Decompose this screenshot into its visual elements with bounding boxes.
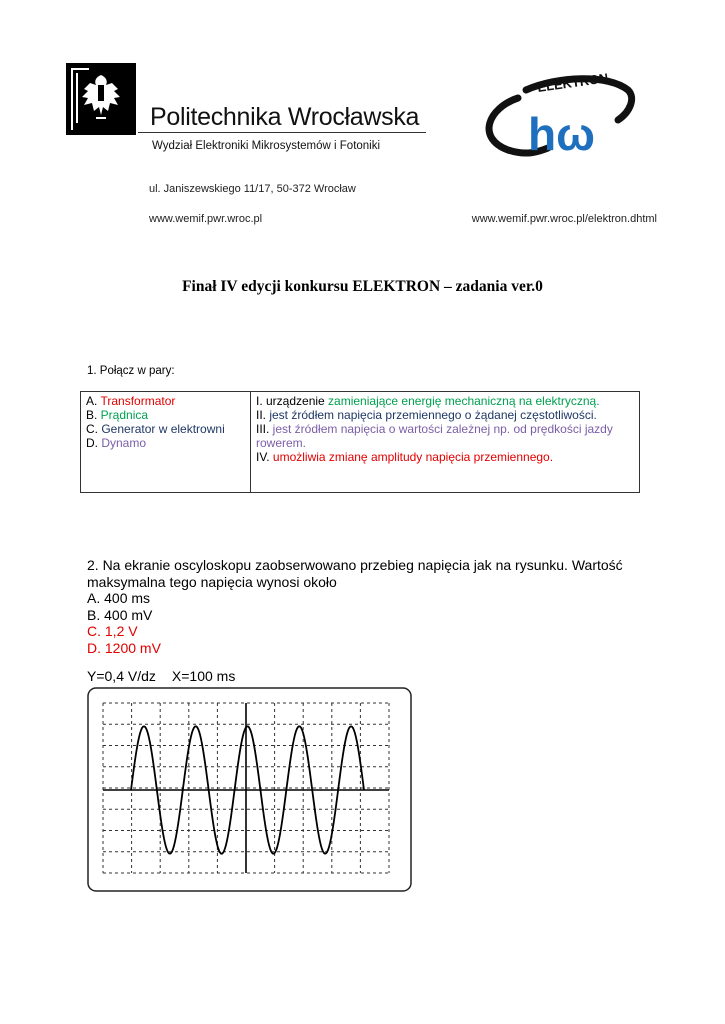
- question2-text: 2. Na ekranie oscyloskopu zaobserwowano przebieg napięcia jak na rysunku. Wartość: [87, 557, 623, 573]
- faculty-url-link[interactable]: www.wemif.pwr.wroc.pl: [149, 213, 263, 225]
- x-scale-label: X=100 ms: [171, 668, 236, 684]
- y-scale-label: Y=0,4 V/dz: [87, 668, 156, 684]
- answer-option-c: C. 1,2 V: [87, 623, 138, 639]
- oscilloscope-screen: [87, 687, 412, 892]
- university-crest-logo: [66, 63, 136, 135]
- address: ul. Janiszewskiego 11/17, 50-372 Wrocław: [149, 183, 356, 195]
- right-item: I. urządzenie zamieniające energię mechaniczną na elektryczną.: [256, 394, 600, 408]
- elektron-url-link[interactable]: www.wemif.pwr.wroc.pl/elektron.dhtml: [471, 213, 657, 225]
- page-title: Finał IV edycji konkursu ELEKTRON – zadania ver.0: [182, 278, 543, 295]
- oscilloscope-scale: [87, 668, 235, 684]
- matching-table: [80, 391, 640, 493]
- faculty-name: Wydział Elektroniki Mikrosystemów i Fotoniki: [152, 140, 381, 152]
- right-items-cell: [251, 392, 640, 493]
- left-items-cell: [81, 392, 251, 493]
- elektron-logo: [478, 68, 638, 168]
- elektron-logo-letters: hω: [528, 108, 595, 160]
- answer-option-d: D. 1200 mV: [87, 639, 161, 656]
- left-item: B. Prądnica: [86, 408, 149, 422]
- left-item: A. Transformator: [86, 394, 176, 408]
- question2-text: maksymalna tego napięcia wynosi około: [87, 573, 337, 590]
- elektron-logo-icon: [478, 68, 638, 168]
- elektron-logo-text: ELEKTRON: [536, 70, 610, 95]
- right-item: II. jest źródłem napięcia przemiennego o żądanej częstotliwości.: [256, 408, 597, 422]
- university-name: Politechnika Wrocławska: [150, 103, 420, 131]
- eagle-crest-icon: [66, 63, 136, 135]
- answer-option-a: A. 400 ms: [87, 590, 151, 606]
- right-item: IV. umożliwia zmianę amplitudy napięcia przemiennego.: [256, 450, 554, 464]
- left-item: C. Generator w elektrowni: [86, 422, 225, 436]
- question1-prompt: 1. Połącz w pary:: [87, 365, 175, 377]
- question2: [87, 557, 647, 656]
- right-item: III. jest źródłem napięcia o wartości zależnej np. od prędkości jazdy rowerem.: [256, 422, 613, 450]
- header-divider: [138, 132, 426, 133]
- left-item: D. Dynamo: [86, 436, 147, 450]
- answer-option-b: B. 400 mV: [87, 606, 153, 623]
